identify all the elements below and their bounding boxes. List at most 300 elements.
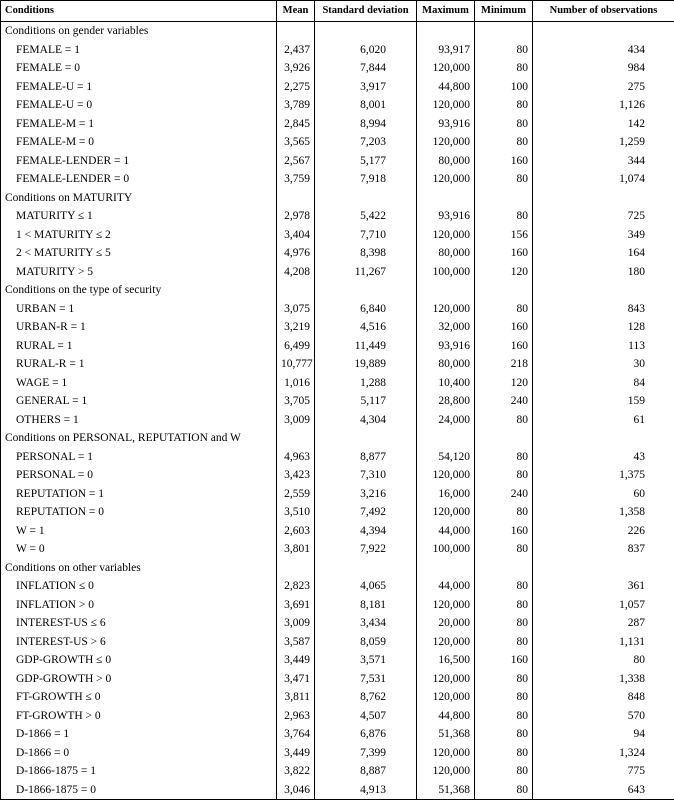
- maximum-cell: 120,000: [417, 466, 475, 485]
- table-row: [1, 707, 674, 726]
- condition-cell: FEMALE-M = 0: [16, 136, 95, 148]
- minimum-cell: 80: [475, 170, 533, 189]
- std-dev-cell: 8,059: [315, 633, 417, 652]
- minimum-cell: 80: [475, 577, 533, 596]
- std-dev-cell: 5,422: [315, 207, 417, 226]
- header-mean: Mean: [277, 1, 315, 22]
- mean-cell: 3,449: [277, 744, 315, 763]
- section-header-row: [1, 281, 674, 300]
- maximum-cell: 120,000: [417, 762, 475, 781]
- mean-cell: 3,423: [277, 466, 315, 485]
- observations-cell: 725: [533, 207, 674, 226]
- condition-cell: FT-GROWTH > 0: [16, 709, 101, 722]
- condition-cell: PERSONAL = 0: [16, 469, 93, 481]
- observations-cell: 1,358: [533, 503, 674, 522]
- condition-cell: D-1866-1875 = 1: [16, 765, 96, 777]
- table-row: [1, 725, 674, 744]
- minimum-cell: 80: [475, 411, 533, 430]
- table-row: [1, 596, 674, 615]
- mean-cell: 3,471: [277, 670, 315, 689]
- maximum-cell: 93,916: [417, 337, 475, 356]
- maximum-cell: 20,000: [417, 614, 475, 633]
- maximum-cell: 16,500: [417, 651, 475, 670]
- condition-cell: INFLATION > 0: [16, 598, 95, 611]
- mean-cell: 3,009: [277, 411, 315, 430]
- condition-cell: W = 0: [16, 543, 45, 555]
- minimum-cell: 120: [475, 374, 533, 393]
- mean-cell: 3,764: [277, 725, 315, 744]
- minimum-cell: 80: [475, 670, 533, 689]
- observations-cell: 775: [533, 762, 674, 781]
- std-dev-cell: 7,844: [315, 59, 417, 78]
- empty-cell: [417, 22, 475, 41]
- mean-cell: 2,978: [277, 207, 315, 226]
- condition-cell: OTHERS = 1: [16, 413, 79, 426]
- std-dev-cell: 6,876: [315, 725, 417, 744]
- minimum-cell: 80: [475, 707, 533, 726]
- empty-cell: [277, 189, 315, 208]
- table-row: [1, 503, 674, 522]
- condition-cell: W = 1: [16, 524, 45, 537]
- std-dev-cell: 7,399: [315, 744, 417, 763]
- table-row: [1, 522, 674, 541]
- empty-cell: [475, 189, 533, 208]
- mean-cell: 3,759: [277, 170, 315, 189]
- minimum-cell: 80: [475, 133, 533, 152]
- empty-cell: [475, 429, 533, 448]
- condition-cell: FEMALE-M = 1: [16, 117, 95, 130]
- minimum-cell: 80: [475, 59, 533, 78]
- observations-cell: 984: [533, 59, 674, 78]
- minimum-cell: 100: [475, 78, 533, 97]
- condition-cell: RURAL = 1: [16, 339, 73, 352]
- empty-cell: [475, 22, 533, 41]
- minimum-cell: 240: [475, 392, 533, 411]
- mean-cell: 2,275: [277, 78, 315, 97]
- minimum-cell: 80: [475, 744, 533, 763]
- observations-cell: 113: [533, 337, 674, 356]
- section-header-row: [1, 189, 674, 208]
- mean-cell: 2,963: [277, 707, 315, 726]
- maximum-cell: 120,000: [417, 744, 475, 763]
- mean-cell: 3,926: [277, 59, 315, 78]
- std-dev-cell: 7,492: [315, 503, 417, 522]
- mean-cell: 3,009: [277, 614, 315, 633]
- std-dev-cell: 6,020: [315, 41, 417, 60]
- maximum-cell: 80,000: [417, 244, 475, 263]
- mean-cell: 2,845: [277, 115, 315, 134]
- condition-cell: FEMALE-U = 1: [16, 80, 93, 93]
- observations-cell: 837: [533, 540, 674, 559]
- table-row: [1, 244, 674, 263]
- table-row: [1, 226, 674, 245]
- mean-cell: 2,823: [277, 577, 315, 596]
- minimum-cell: 120: [475, 263, 533, 282]
- observations-cell: 84: [533, 374, 674, 393]
- observations-cell: 434: [533, 41, 674, 60]
- std-dev-cell: 8,877: [315, 448, 417, 467]
- table-row: [1, 614, 674, 633]
- std-dev-cell: 8,181: [315, 596, 417, 615]
- condition-cell: FEMALE-LENDER = 1: [16, 154, 130, 167]
- minimum-cell: 160: [475, 522, 533, 541]
- minimum-cell: 80: [475, 688, 533, 707]
- table-row: [1, 318, 674, 337]
- mean-cell: 2,567: [277, 152, 315, 171]
- std-dev-cell: 8,398: [315, 244, 417, 263]
- header-standard-deviation: Standard deviation: [315, 1, 417, 22]
- section-header-row: [1, 559, 674, 578]
- maximum-cell: 44,000: [417, 577, 475, 596]
- minimum-cell: 80: [475, 781, 533, 800]
- mean-cell: 4,976: [277, 244, 315, 263]
- minimum-cell: 80: [475, 41, 533, 60]
- mean-cell: 2,603: [277, 522, 315, 541]
- empty-cell: [533, 559, 674, 578]
- observations-cell: 142: [533, 115, 674, 134]
- maximum-cell: 93,916: [417, 115, 475, 134]
- observations-cell: 43: [533, 448, 674, 467]
- header-conditions: Conditions: [1, 1, 277, 22]
- observations-cell: 843: [533, 300, 674, 319]
- std-dev-cell: 7,203: [315, 133, 417, 152]
- observations-cell: 1,338: [533, 670, 674, 689]
- header-number-of-observations: Number of observations: [533, 1, 674, 22]
- maximum-cell: 24,000: [417, 411, 475, 430]
- empty-cell: [533, 281, 674, 300]
- table-row: [1, 392, 674, 411]
- observations-cell: 94: [533, 725, 674, 744]
- maximum-cell: 120,000: [417, 596, 475, 615]
- condition-cell: RURAL-R = 1: [16, 358, 85, 370]
- table-row: [1, 133, 674, 152]
- mean-cell: 6,499: [277, 337, 315, 356]
- table-row: [1, 337, 674, 356]
- observations-cell: 349: [533, 226, 674, 245]
- condition-cell: PERSONAL = 1: [16, 450, 93, 463]
- empty-cell: [417, 559, 475, 578]
- maximum-cell: 100,000: [417, 263, 475, 282]
- table-row: [1, 355, 674, 374]
- mean-cell: 3,822: [277, 762, 315, 781]
- maximum-cell: 44,800: [417, 78, 475, 97]
- observations-cell: 164: [533, 244, 674, 263]
- section-header-row: [1, 429, 674, 448]
- minimum-cell: 160: [475, 152, 533, 171]
- section-title: Conditions on MATURITY: [5, 191, 133, 204]
- maximum-cell: 44,000: [417, 522, 475, 541]
- observations-cell: 180: [533, 263, 674, 282]
- condition-cell: URBAN = 1: [16, 302, 75, 315]
- condition-cell: GENERAL = 1: [16, 395, 88, 407]
- condition-cell: INTEREST-US ≤ 6: [16, 617, 106, 629]
- maximum-cell: 80,000: [417, 355, 475, 374]
- minimum-cell: 80: [475, 115, 533, 134]
- table-row: [1, 59, 674, 78]
- maximum-cell: 32,000: [417, 318, 475, 337]
- observations-cell: 848: [533, 688, 674, 707]
- minimum-cell: 160: [475, 337, 533, 356]
- condition-cell: FEMALE-LENDER = 0: [16, 173, 130, 185]
- empty-cell: [315, 559, 417, 578]
- table-row: [1, 577, 674, 596]
- minimum-cell: 160: [475, 651, 533, 670]
- condition-cell: REPUTATION = 1: [16, 487, 104, 500]
- observations-cell: 1,074: [533, 170, 674, 189]
- mean-cell: 3,691: [277, 596, 315, 615]
- std-dev-cell: 4,516: [315, 318, 417, 337]
- maximum-cell: 44,800: [417, 707, 475, 726]
- maximum-cell: 16,000: [417, 485, 475, 504]
- std-dev-cell: 11,267: [315, 263, 417, 282]
- minimum-cell: 80: [475, 596, 533, 615]
- table-row: [1, 374, 674, 393]
- std-dev-cell: 4,507: [315, 707, 417, 726]
- std-dev-cell: 7,710: [315, 226, 417, 245]
- observations-cell: 570: [533, 707, 674, 726]
- std-dev-cell: 8,001: [315, 96, 417, 115]
- maximum-cell: 93,917: [417, 41, 475, 60]
- std-dev-cell: 7,922: [315, 540, 417, 559]
- section-title: Conditions on other variables: [5, 561, 141, 574]
- table-row: [1, 41, 674, 60]
- condition-cell: MATURITY > 5: [16, 265, 93, 278]
- table-row: [1, 448, 674, 467]
- observations-cell: 128: [533, 318, 674, 337]
- observations-cell: 80: [533, 651, 674, 670]
- mean-cell: 3,587: [277, 633, 315, 652]
- observations-cell: 643: [533, 781, 674, 800]
- empty-cell: [315, 189, 417, 208]
- observations-cell: 344: [533, 152, 674, 171]
- table-row: [1, 115, 674, 134]
- std-dev-cell: 4,065: [315, 577, 417, 596]
- table-row: [1, 651, 674, 670]
- observations-cell: 1,324: [533, 744, 674, 763]
- observations-cell: 1,131: [533, 633, 674, 652]
- minimum-cell: 80: [475, 633, 533, 652]
- minimum-cell: 160: [475, 318, 533, 337]
- empty-cell: [417, 189, 475, 208]
- empty-cell: [533, 189, 674, 208]
- std-dev-cell: 7,310: [315, 466, 417, 485]
- table-row: [1, 781, 674, 800]
- observations-cell: 60: [533, 485, 674, 504]
- table-row: [1, 744, 674, 763]
- minimum-cell: 160: [475, 244, 533, 263]
- empty-cell: [533, 22, 674, 41]
- empty-cell: [277, 559, 315, 578]
- condition-cell: FT-GROWTH ≤ 0: [16, 691, 101, 703]
- mean-cell: 3,789: [277, 96, 315, 115]
- condition-cell: D-1866 = 0: [16, 746, 70, 759]
- observations-cell: 1,259: [533, 133, 674, 152]
- mean-cell: 4,208: [277, 263, 315, 282]
- condition-cell: INTEREST-US > 6: [16, 635, 106, 648]
- condition-cell: INFLATION ≤ 0: [16, 580, 94, 592]
- std-dev-cell: 3,434: [315, 614, 417, 633]
- std-dev-cell: 11,449: [315, 337, 417, 356]
- empty-cell: [417, 429, 475, 448]
- condition-cell: REPUTATION = 0: [16, 506, 104, 518]
- std-dev-cell: 4,304: [315, 411, 417, 430]
- condition-cell: FEMALE = 1: [16, 43, 80, 56]
- empty-cell: [277, 281, 315, 300]
- maximum-cell: 120,000: [417, 59, 475, 78]
- minimum-cell: 80: [475, 207, 533, 226]
- maximum-cell: 120,000: [417, 170, 475, 189]
- mean-cell: 2,559: [277, 485, 315, 504]
- empty-cell: [315, 429, 417, 448]
- mean-cell: 3,404: [277, 226, 315, 245]
- maximum-cell: 54,120: [417, 448, 475, 467]
- condition-cell: FEMALE-U = 0: [16, 99, 93, 111]
- maximum-cell: 120,000: [417, 670, 475, 689]
- minimum-cell: 80: [475, 725, 533, 744]
- observations-cell: 159: [533, 392, 674, 411]
- condition-cell: FEMALE = 0: [16, 62, 80, 74]
- empty-cell: [475, 559, 533, 578]
- empty-cell: [277, 429, 315, 448]
- condition-cell: 1 < MATURITY ≤ 2: [16, 228, 111, 241]
- condition-cell: 2 < MATURITY ≤ 5: [16, 247, 111, 259]
- maximum-cell: 120,000: [417, 688, 475, 707]
- table-body: [1, 22, 674, 800]
- minimum-cell: 80: [475, 762, 533, 781]
- std-dev-cell: 5,117: [315, 392, 417, 411]
- minimum-cell: 218: [475, 355, 533, 374]
- empty-cell: [277, 22, 315, 41]
- table-row: [1, 466, 674, 485]
- minimum-cell: 240: [475, 485, 533, 504]
- empty-cell: [533, 429, 674, 448]
- minimum-cell: 80: [475, 448, 533, 467]
- minimum-cell: 80: [475, 96, 533, 115]
- std-dev-cell: 3,917: [315, 78, 417, 97]
- condition-cell: MATURITY ≤ 1: [16, 210, 93, 222]
- std-dev-cell: 4,394: [315, 522, 417, 541]
- table-row: [1, 300, 674, 319]
- maximum-cell: 10,400: [417, 374, 475, 393]
- observations-cell: 30: [533, 355, 674, 374]
- maximum-cell: 80,000: [417, 152, 475, 171]
- observations-cell: 275: [533, 78, 674, 97]
- mean-cell: 3,565: [277, 133, 315, 152]
- table-row: [1, 411, 674, 430]
- maximum-cell: 51,368: [417, 781, 475, 800]
- std-dev-cell: 8,762: [315, 688, 417, 707]
- minimum-cell: 80: [475, 540, 533, 559]
- mean-cell: 2,437: [277, 41, 315, 60]
- mean-cell: 3,219: [277, 318, 315, 337]
- std-dev-cell: 7,531: [315, 670, 417, 689]
- std-dev-cell: 8,994: [315, 115, 417, 134]
- condition-cell: WAGE = 1: [16, 376, 68, 389]
- section-title: Conditions on gender variables: [5, 25, 149, 37]
- condition-cell: D-1866 = 1: [16, 728, 70, 740]
- std-dev-cell: 7,918: [315, 170, 417, 189]
- condition-cell: GDP-GROWTH ≤ 0: [16, 654, 112, 666]
- maximum-cell: 93,916: [417, 207, 475, 226]
- std-dev-cell: 19,889: [315, 355, 417, 374]
- table-row: [1, 688, 674, 707]
- observations-cell: 361: [533, 577, 674, 596]
- mean-cell: 3,449: [277, 651, 315, 670]
- maximum-cell: 51,368: [417, 725, 475, 744]
- observations-cell: 287: [533, 614, 674, 633]
- mean-cell: 4,963: [277, 448, 315, 467]
- std-dev-cell: 8,887: [315, 762, 417, 781]
- std-dev-cell: 5,177: [315, 152, 417, 171]
- std-dev-cell: 6,840: [315, 300, 417, 319]
- std-dev-cell: 4,913: [315, 781, 417, 800]
- mean-cell: 3,075: [277, 300, 315, 319]
- table-row: [1, 485, 674, 504]
- empty-cell: [475, 281, 533, 300]
- section-title: Conditions on the type of security: [5, 284, 162, 296]
- section-title: Conditions on PERSONAL, REPUTATION and W: [5, 432, 241, 444]
- table-row: [1, 670, 674, 689]
- table-row: [1, 96, 674, 115]
- header-row: [1, 1, 674, 22]
- condition-cell: D-1866-1875 = 0: [16, 783, 96, 796]
- maximum-cell: 120,000: [417, 503, 475, 522]
- std-dev-cell: 3,571: [315, 651, 417, 670]
- minimum-cell: 80: [475, 503, 533, 522]
- observations-cell: 1,126: [533, 96, 674, 115]
- maximum-cell: 100,000: [417, 540, 475, 559]
- condition-cell: URBAN-R = 1: [16, 321, 86, 333]
- table-row: [1, 78, 674, 97]
- table-row: [1, 152, 674, 171]
- observations-cell: 1,057: [533, 596, 674, 615]
- maximum-cell: 120,000: [417, 300, 475, 319]
- std-dev-cell: 3,216: [315, 485, 417, 504]
- mean-cell: 3,801: [277, 540, 315, 559]
- table-row: [1, 540, 674, 559]
- table-row: [1, 207, 674, 226]
- maximum-cell: 120,000: [417, 133, 475, 152]
- observations-cell: 226: [533, 522, 674, 541]
- mean-cell: 3,705: [277, 392, 315, 411]
- mean-cell: 1,016: [277, 374, 315, 393]
- maximum-cell: 120,000: [417, 226, 475, 245]
- observations-cell: 61: [533, 411, 674, 430]
- mean-cell: 10,777: [277, 355, 315, 374]
- condition-cell: GDP-GROWTH > 0: [16, 672, 112, 685]
- table-row: [1, 762, 674, 781]
- mean-cell: 3,046: [277, 781, 315, 800]
- empty-cell: [315, 22, 417, 41]
- table-header: [1, 1, 674, 22]
- header-maximum: Maximum: [417, 1, 475, 22]
- mean-cell: 3,510: [277, 503, 315, 522]
- empty-cell: [417, 281, 475, 300]
- empty-cell: [315, 281, 417, 300]
- table-row: [1, 633, 674, 652]
- section-header-row: [1, 22, 674, 41]
- table-row: [1, 170, 674, 189]
- minimum-cell: 156: [475, 226, 533, 245]
- observations-cell: 1,375: [533, 466, 674, 485]
- minimum-cell: 80: [475, 466, 533, 485]
- minimum-cell: 80: [475, 614, 533, 633]
- mean-cell: 3,811: [277, 688, 315, 707]
- maximum-cell: 120,000: [417, 633, 475, 652]
- header-minimum: Minimum: [475, 1, 533, 22]
- maximum-cell: 28,800: [417, 392, 475, 411]
- std-dev-cell: 1,288: [315, 374, 417, 393]
